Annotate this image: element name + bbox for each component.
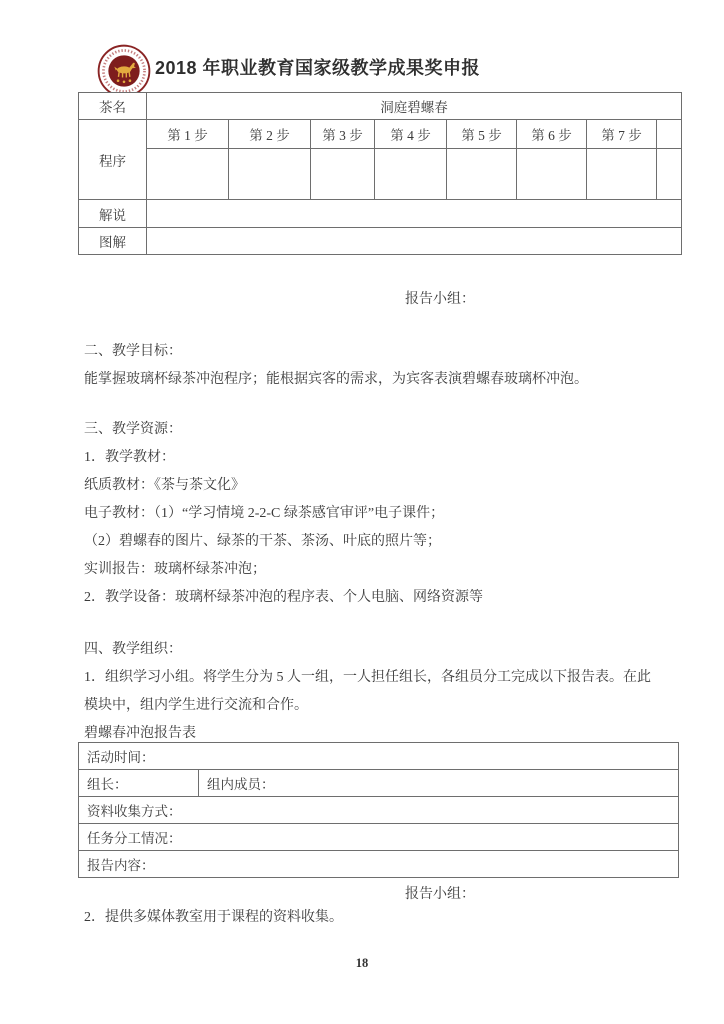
commentary-content-cell	[147, 200, 682, 228]
report-group-label-top: 报告小组：	[405, 292, 475, 307]
blank-line	[84, 394, 650, 416]
body-line: （2）碧螺春的图片、绿茶的干茶、茶汤、叶底的照片等；	[84, 534, 441, 549]
body-line: 1．组织学习小组。将学生分为 5 人一组，一人担任组长，各组员分工完成以下报告表。在此	[84, 670, 651, 685]
step-header-cell: 第 4 步	[375, 120, 447, 149]
activity-time-cell: 活动时间：	[79, 743, 679, 770]
body-line: 电子教材：（1）“学习情境 2-2-C 绿茶感官审评”电子课件；	[84, 506, 445, 521]
step-content-cell	[517, 149, 587, 200]
tea-name-label-cell: 茶名	[79, 93, 147, 120]
report-content-cell: 报告内容：	[79, 851, 679, 878]
report-group-label-bottom: 报告小组：	[405, 887, 475, 902]
body-line: 模块中，组内学生进行交流和合作。	[84, 698, 308, 713]
step-header-cell: 第 3 步	[311, 120, 375, 149]
step-content-extra-cell	[657, 149, 682, 200]
school-seal-logo	[97, 44, 151, 98]
step-header-cell: 第 2 步	[229, 120, 311, 149]
closing-line: 2．提供多媒体教室用于课程的资料收集。	[84, 910, 343, 925]
step-header-cell: 第 7 步	[587, 120, 657, 149]
report-table	[78, 742, 679, 878]
step-header-cell: 第 6 步	[517, 120, 587, 149]
tea-name-value-cell: 洞庭碧螺春	[147, 93, 682, 120]
procedure-table	[78, 92, 682, 255]
step-content-cell	[447, 149, 517, 200]
section-heading-teaching-organization: 四、教学组织：	[84, 642, 182, 657]
task-division-cell: 任务分工情况：	[79, 824, 679, 851]
body-line: 2．教学设备：玻璃杯绿茶冲泡的程序表、个人电脑、网络资源等	[84, 590, 483, 605]
step-header-cell: 第 5 步	[447, 120, 517, 149]
members-cell: 组内成员：	[199, 770, 679, 797]
procedure-label-cell: 程序	[79, 120, 147, 200]
legend-label-cell: 图解	[79, 228, 147, 255]
step-header-cell: 第 1 步	[147, 120, 229, 149]
section-heading-teaching-goals: 二、教学目标：	[84, 344, 182, 359]
section-heading-teaching-resources: 三、教学资源：	[84, 422, 182, 437]
collection-method-cell: 资料收集方式：	[79, 797, 679, 824]
horse-seal-icon	[97, 44, 151, 98]
report-table-caption: 碧螺春冲泡报告表	[84, 726, 196, 741]
legend-content-cell	[147, 228, 682, 255]
step-content-cell	[147, 149, 229, 200]
body-line: 实训报告：玻璃杯绿茶冲泡；	[84, 562, 266, 577]
blank-line	[84, 612, 650, 636]
step-content-cell	[375, 149, 447, 200]
body-line: 纸质教材：《茶与茶文化》	[84, 478, 245, 493]
step-content-cell	[311, 149, 375, 200]
body-text	[84, 338, 650, 748]
leader-cell: 组长：	[79, 770, 199, 797]
step-content-cell	[587, 149, 657, 200]
step-header-extra-cell	[657, 120, 682, 149]
body-line: 能掌握玻璃杯绿茶冲泡程序；能根据宾客的需求，为宾客表演碧螺春玻璃杯冲泡。	[84, 372, 588, 387]
body-line: 1．教学教材：	[84, 450, 175, 465]
commentary-label-cell: 解说	[79, 200, 147, 228]
step-content-cell	[229, 149, 311, 200]
page-number: 18	[355, 956, 369, 970]
document-title: 2018 年职业教育国家级教学成果奖申报	[155, 58, 481, 78]
